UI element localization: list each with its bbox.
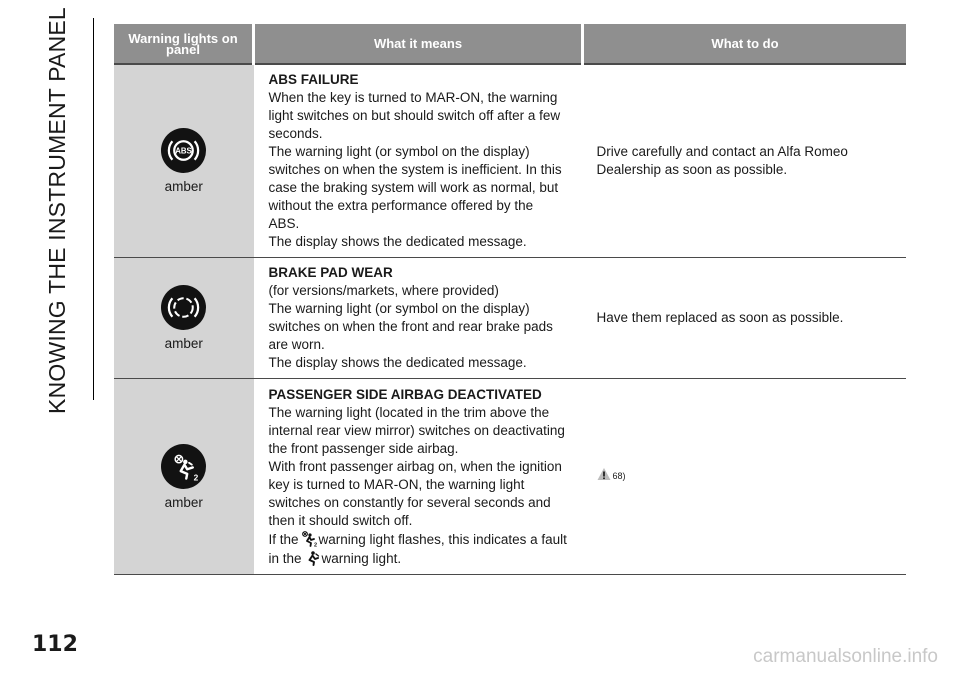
icon-cell [114,379,254,575]
svg-text:2: 2 [313,542,317,547]
description-line: without the extra performance offered by the [268,198,534,213]
abs-warning-icon [161,128,206,173]
warning-triangle-icon [597,467,611,481]
note-reference-number: 68) [612,471,626,481]
section-title-text: KNOWING THE INSTRUMENT PANEL [43,7,70,414]
light-color-label: amber [164,494,203,510]
note-reference [597,467,626,481]
warning-lights-table [114,24,906,575]
description-line: key is turned to MAR-ON, the warning light [268,476,525,492]
description-line: With front passenger airbag on, when the ignition [268,458,562,474]
description-line: (for versions/markets, where provided) [268,283,499,298]
inline-text-after: warning light flashes, this indicates a fault [318,531,567,547]
description-line: switches on constantly for several seconds and [268,494,551,510]
action-cell [583,258,907,379]
section-divider [93,18,94,400]
light-color-label: amber [164,179,203,194]
description-line-with-icon [269,549,575,568]
passenger-airbag-icon [303,549,321,566]
action-line: Have them replaced as soon as possible. [596,310,844,325]
table-row-passenger-airbag [114,379,906,575]
description-line: The warning light (located in the trim above the [268,404,550,420]
description-line: The display shows the dedicated message. [268,234,527,249]
action-line: Dealership as soon as possible. [596,162,788,177]
description-line: When the key is turned to MAR-ON, the warning [268,90,558,105]
page-number: 112 [32,632,78,657]
description-line: The display shows the dedicated message. [268,355,527,370]
warning-title: BRAKE PAD WEAR [268,265,393,280]
description-line: switches on when the front and rear brake pads [268,319,553,334]
inline-text-before: If the [268,531,299,547]
description-line: internal rear view mirror) switches on deactivating [268,422,565,438]
description-line-with-icon [269,530,575,549]
description-line: the front passenger side airbag. [268,440,459,456]
watermark: carmanualsonline.info [753,646,938,667]
description-cell [254,64,583,258]
description-line: seconds. [268,126,323,141]
section-title-vertical [20,7,94,414]
header-what-it-means: What it means [254,24,583,64]
abs-icon-text: ABS [175,146,193,156]
description-line: The warning light (or symbol on the display) [268,301,530,316]
table-header-row [114,24,906,64]
light-color-label: amber [164,336,203,351]
warning-title: PASSENGER SIDE AIRBAG DEACTIVATED [268,386,542,402]
description-line: The warning light (or symbol on the display) [268,144,530,159]
action-cell [583,64,907,258]
icon-cell [114,258,254,379]
passenger-airbag-icon [300,530,318,547]
action-cell [583,379,907,575]
description-cell [254,379,583,575]
passenger-airbag-off-icon [161,444,206,489]
airbag-icon-digit: 2 [193,471,199,482]
table-row-abs-failure [114,64,906,258]
description-line: switches on when the system is inefficient. In this [268,162,562,177]
action-line: Drive carefully and contact an Alfa Romeo [596,144,848,159]
table-row-brake-pad-wear [114,258,906,379]
header-what-to-do: What to do [583,24,907,64]
description-cell [254,258,583,379]
description-line: then it should switch off. [268,512,413,528]
header-warning-lights: Warning lights on panel [114,24,254,64]
inline-text-before: in the [268,550,302,566]
description-line: are worn. [268,337,325,352]
inline-text-after: warning light. [321,550,402,566]
description-line: light switches on but should switch off after a few [268,108,561,123]
icon-cell [114,64,254,258]
description-line: ABS. [268,216,300,231]
brake-pad-wear-icon [161,285,206,330]
description-line: case the braking system will work as normal, but [268,180,559,195]
warning-title: ABS FAILURE [268,72,359,87]
